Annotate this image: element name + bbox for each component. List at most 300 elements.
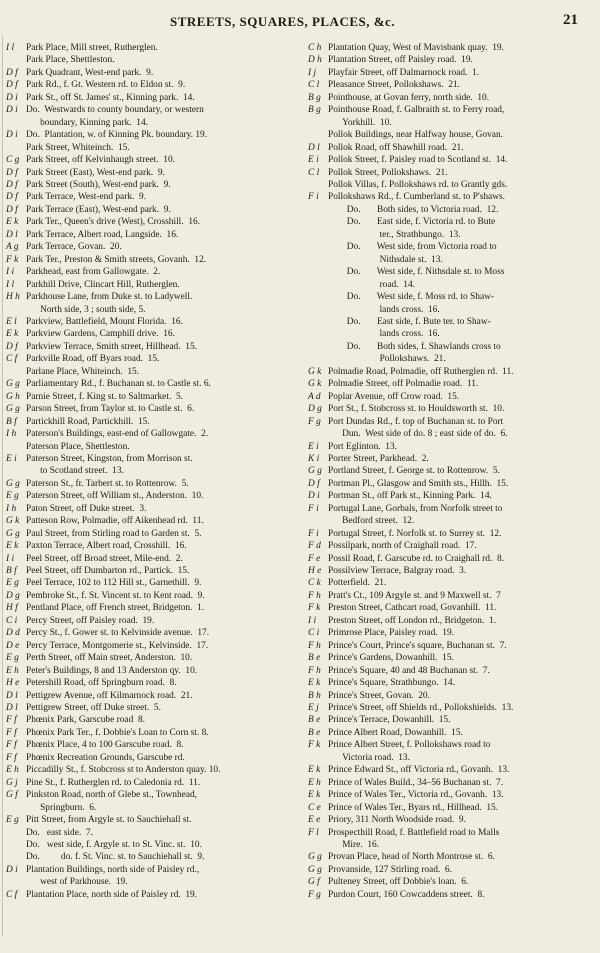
entry-text: Paterson St., fr. Tarbert st. to Rottenrow. 5.: [26, 478, 189, 489]
map-grid-reference: I l: [6, 279, 15, 290]
entry-text: Park Place, Shettleston.: [26, 55, 115, 66]
entry-text: Pulteney Street, off Dobbie's loan. 6.: [328, 877, 469, 888]
entry-text: Plantation Buildings, north side of Paisley rd., west of Parkhouse. 19.: [26, 864, 200, 888]
directory-entry: [6, 627, 296, 639]
directory-entry: [6, 142, 296, 154]
directory-entry: [6, 690, 296, 702]
map-grid-reference: G k: [308, 366, 322, 377]
directory-entry: [308, 291, 594, 316]
entry-text: Do. West side, from Victoria road to Nithsdale st. 13.: [346, 242, 497, 265]
map-grid-reference: D i: [6, 105, 18, 116]
directory-entry: [308, 590, 594, 602]
map-grid-reference: B e: [308, 653, 321, 664]
directory-entry: [6, 416, 296, 428]
directory-entry: [308, 540, 594, 552]
directory-entry: [6, 154, 296, 166]
directory-entry: [6, 204, 296, 216]
entry-text: Do. West side, f. Nithsdale st. to Moss road. 14.: [346, 267, 505, 290]
map-grid-reference: F d: [308, 541, 321, 552]
directory-entry: [308, 54, 594, 66]
map-grid-reference: A d: [308, 391, 321, 402]
directory-entry: [308, 727, 594, 739]
entry-text: Parkview Terrace, Smith street, Hillhead. 15.: [26, 341, 197, 352]
directory-entry: [308, 241, 594, 266]
entry-text: Preston Street, Cathcart road, Govanhill. 11.: [328, 603, 497, 614]
directory-entry: [308, 129, 594, 141]
map-grid-reference: E j: [308, 703, 319, 714]
map-grid-reference: F i: [308, 528, 319, 539]
directory-entry: [6, 789, 296, 814]
directory-entry: [6, 341, 296, 353]
entry-text: Port St., f. Stobcross st. to Houldsworth st. 10.: [328, 404, 505, 415]
map-grid-reference: G g: [308, 852, 322, 863]
entry-text: Park Terrace (East), West-end park. 9.: [26, 204, 171, 215]
directory-entry: [6, 714, 296, 726]
map-grid-reference: D f: [6, 179, 18, 190]
map-grid-reference: F h: [308, 590, 321, 601]
directory-entry: [6, 553, 296, 565]
map-grid-reference: F f: [6, 740, 17, 751]
directory-entry: [308, 577, 594, 589]
directory-entry: [6, 827, 296, 839]
map-grid-reference: B e: [308, 715, 321, 726]
directory-entry: [308, 677, 594, 689]
directory-entry: [6, 254, 296, 266]
map-grid-reference: B h: [308, 690, 321, 701]
entry-text: Pollok Road, off Shawhill road. 21.: [328, 142, 464, 153]
directory-entry: [308, 465, 594, 477]
entry-text: Plantation Quay, West of Mavisbank quay. 19.: [328, 43, 504, 53]
directory-entry: [6, 864, 296, 889]
entry-text: Polmadie Road, Polmadie, off Rutherglen rd. 11.: [328, 366, 514, 377]
map-grid-reference: G f: [308, 877, 320, 888]
page-binding-edge: [2, 36, 3, 936]
map-grid-reference: C e: [308, 802, 321, 813]
map-grid-reference: D f: [6, 204, 18, 215]
entry-text: Prince's Street, off Shields rd., Pollokshields. 13.: [328, 703, 514, 714]
directory-entry: [6, 777, 296, 789]
entry-text: Prince's Street, Govan. 20.: [328, 690, 430, 701]
entry-text: Do. East side, f. Victoria rd. to Bute ter., Strathbungo. 13.: [346, 217, 496, 240]
directory-entry: [6, 602, 296, 614]
directory-entry: [6, 316, 296, 328]
entry-text: Do. Both sides, to Victoria road. 12.: [328, 204, 499, 215]
directory-entry: [308, 528, 594, 540]
map-grid-reference: D f: [6, 167, 18, 178]
map-grid-reference: G k: [308, 379, 322, 390]
directory-entry: [308, 266, 594, 291]
map-grid-reference: H f: [6, 603, 18, 614]
directory-entry: [6, 851, 296, 863]
entry-text: Park Place, Mill street, Rutherglen.: [26, 43, 158, 53]
entry-text: Parkview Gardens, Camphill drive. 16.: [26, 329, 175, 340]
entry-text: Park Street, off Kelvinhaugh street. 10.: [26, 155, 176, 166]
entry-text: Prince's Square, Strathbungo. 14.: [328, 678, 455, 689]
directory-entry: [6, 79, 296, 91]
page-header: [0, 10, 600, 32]
map-grid-reference: D d: [6, 628, 20, 639]
map-grid-reference: E l: [6, 316, 17, 327]
entry-text: Prince's Square, 40 and 48 Buchanan st. 7.: [328, 665, 490, 676]
directory-entry: [308, 104, 594, 129]
map-grid-reference: E k: [6, 541, 19, 552]
map-grid-reference: D e: [6, 640, 20, 651]
entry-text: Phœnix Park Ter., f. Dobbie's Loan to Corn st. 8.: [26, 727, 209, 738]
directory-entry: [6, 652, 296, 664]
map-grid-reference: D f: [6, 341, 18, 352]
entry-text: Percy St., f. Gower st. to Kelvinside avenue. 17.: [26, 628, 210, 639]
directory-entry: [6, 515, 296, 527]
map-grid-reference: C f: [6, 354, 18, 365]
map-grid-reference: F k: [308, 740, 321, 751]
map-grid-reference: I i: [308, 615, 317, 626]
map-grid-reference: H h: [6, 292, 20, 303]
entry-text: Porter Street, Parkhead. 2.: [328, 453, 429, 464]
map-grid-reference: F k: [308, 603, 321, 614]
directory-entry: [308, 416, 594, 441]
entry-text: Provanside, 127 Stirling road. 6.: [328, 864, 452, 875]
directory-entry: [6, 54, 296, 66]
map-grid-reference: K i: [308, 453, 320, 464]
directory-entry: [308, 441, 594, 453]
map-grid-reference: G k: [6, 516, 20, 527]
directory-entry: [308, 714, 594, 726]
map-grid-reference: I i: [6, 267, 15, 278]
entry-text: Potterfield. 21.: [328, 578, 387, 589]
directory-entry: [6, 216, 296, 228]
directory-entry: [6, 540, 296, 552]
entry-text: Parkville Road, off Byars road. 15.: [26, 354, 160, 365]
entry-text: Paterson's Buildings, east-end of Gallowgate. 2.: [26, 429, 209, 440]
map-grid-reference: E h: [308, 777, 321, 788]
map-grid-reference: A g: [6, 242, 19, 253]
map-grid-reference: D i: [6, 130, 18, 141]
entry-text: Portugal Lane, Gorbals, from Norfolk street to Bedford street. 12.: [328, 503, 503, 527]
entry-text: Pollok Street, f. Paisley road to Scotland st. 14.: [328, 155, 508, 166]
entry-text: Pinkston Road, north of Glebe st., Townhead, Springburn. 6.: [26, 790, 198, 813]
directory-entry: [308, 602, 594, 614]
entry-text: Portman St., off Park st., Kinning Park. 14.: [328, 491, 492, 502]
map-grid-reference: G j: [6, 777, 18, 788]
directory-entry: [6, 291, 296, 316]
entry-text: Park Ter., Preston & Smith streets, Govanh. 12.: [26, 254, 207, 265]
entry-text: Prince of Wales Ter., Byars rd., Hillhead. 15.: [328, 802, 499, 813]
map-grid-reference: D g: [308, 404, 322, 415]
entry-text: Polmadie Street, off Polmadie road. 11.: [328, 379, 479, 390]
entry-text: Do. west side, f. Argyle st. to St. Vinc. st. 10.: [26, 840, 202, 850]
directory-entry: [308, 67, 594, 79]
directory-entry: [6, 528, 296, 540]
map-grid-reference: D f: [6, 67, 18, 78]
directory-entry: [6, 453, 296, 478]
entry-text: Paterson Place, Shettleston.: [26, 441, 130, 452]
entry-text: Plantation Street, off Paisley road. 19.: [328, 55, 473, 66]
map-grid-reference: B g: [308, 92, 321, 103]
entry-text: Paxton Terrace, Albert road, Crosshill. 16.: [26, 541, 187, 552]
directory-entry: [308, 814, 594, 826]
entry-text: Pine St., f. Rutherglen rd. to Caledonia rd. 11.: [26, 777, 201, 788]
map-grid-reference: D f: [6, 192, 18, 203]
map-grid-reference: C i: [6, 615, 18, 626]
entry-text: Poplar Avenue, off Crow road. 15.: [328, 391, 460, 402]
entry-text: Prince of Wales Build., 34–56 Buchanan st. 7.: [328, 777, 504, 788]
map-grid-reference: C l: [308, 80, 320, 91]
map-grid-reference: I j: [308, 67, 317, 78]
map-grid-reference: C f: [6, 889, 18, 900]
directory-entry: [6, 814, 296, 826]
map-grid-reference: F e: [308, 553, 321, 564]
map-grid-reference: G g: [308, 466, 322, 477]
entry-text: Parkview, Battlefield, Mount Florida. 16.: [26, 316, 183, 327]
directory-entry: [308, 490, 594, 502]
map-grid-reference: C i: [308, 628, 320, 639]
entry-text: Pointhouse, at Govan ferry, north side. 10.: [328, 92, 490, 103]
directory-entry: [6, 615, 296, 627]
directory-entry: [6, 279, 296, 291]
map-grid-reference: I l: [6, 43, 15, 53]
entry-text: Park Quadrant, West-end park. 9.: [26, 67, 154, 78]
directory-entry: [6, 727, 296, 739]
map-grid-reference: G f: [6, 790, 18, 801]
map-grid-reference: D h: [308, 55, 322, 66]
entry-text: Plantation Place, north side of Paisley rd. 19.: [26, 889, 198, 900]
entry-text: Possilview Terrace, Balgray road. 3.: [328, 566, 467, 577]
map-grid-reference: G g: [6, 379, 20, 390]
map-grid-reference: I h: [6, 503, 17, 514]
entry-text: Park Street (South), West-end park. 9.: [26, 179, 171, 190]
map-grid-reference: G g: [6, 404, 20, 415]
entry-text: Priory, 311 North Woodside road. 9.: [328, 815, 466, 826]
entry-text: Percy Terrace, Montgomerie st., Kelvinside. 17.: [26, 640, 209, 651]
entry-text: Prince Albert Street, f. Pollokshaws road to Victoria road. 13.: [328, 740, 491, 763]
directory-entry: [308, 366, 594, 378]
directory-entry: [6, 266, 296, 278]
map-grid-reference: D l: [6, 229, 18, 240]
entry-text: Portugal Street, f. Norfolk st. to Surrey st. 12.: [328, 528, 502, 539]
directory-entry: [308, 876, 594, 888]
directory-entry: [6, 167, 296, 179]
directory-entry: [308, 690, 594, 702]
directory-entry: [308, 864, 594, 876]
directory-entry: [308, 851, 594, 863]
entry-text: Pitt Street, from Argyle st. to Sauchiehall st.: [26, 815, 192, 826]
entry-text: Paton Street, off Duke street. 3.: [26, 503, 147, 514]
entry-text: Do. East side, f. Bute ter. to Shaw- lands cross. 16.: [346, 316, 491, 340]
map-grid-reference: C g: [6, 155, 20, 166]
directory-entry: [308, 802, 594, 814]
directory-entry: [308, 167, 594, 179]
map-grid-reference: B g: [308, 105, 321, 116]
directory-entry: [308, 478, 594, 490]
map-grid-reference: E k: [308, 765, 321, 776]
map-grid-reference: E g: [6, 815, 19, 826]
directory-entry: [308, 191, 594, 203]
directory-entry: [6, 42, 296, 54]
directory-entry: [6, 366, 296, 378]
directory-entry: [308, 553, 594, 565]
entry-text: Paterson Street, off William st., Anderston. 10.: [26, 491, 204, 502]
map-grid-reference: F k: [6, 254, 19, 265]
entry-text: Park Terrace, West-end park. 9.: [26, 192, 147, 203]
map-grid-reference: C k: [308, 578, 321, 589]
entry-text: Patteson Row, Polmadie, off Aikenhead rd. 11.: [26, 516, 204, 527]
map-grid-reference: E h: [6, 765, 19, 776]
entry-text: Parkhouse Lane, from Duke st. to Ladywell. North side, 3 ; south side, 5.: [26, 292, 193, 315]
entry-text: Park Street, Whiteinch. 15.: [26, 142, 130, 153]
map-grid-reference: D g: [6, 590, 20, 601]
map-grid-reference: G g: [308, 864, 322, 875]
map-grid-reference: F f: [6, 727, 17, 738]
directory-entry: [6, 503, 296, 515]
entry-text: Prince of Wales Ter., Victoria rd., Govanh. 13.: [328, 790, 504, 801]
map-grid-reference: E g: [6, 578, 19, 589]
map-grid-reference: C h: [308, 43, 322, 53]
directory-entry: [6, 665, 296, 677]
map-grid-reference: E e: [308, 815, 321, 826]
map-grid-reference: D i: [308, 491, 320, 502]
entry-text: Prince Albert Road, Dowanhill. 15.: [328, 727, 463, 738]
entry-text: Do. east side. 7.: [26, 827, 93, 838]
entry-text: Peel Street, off Broad street, Mile-end. 2.: [26, 553, 183, 564]
entry-text: Parnie Street, f. King st. to Saltmarket. 5.: [26, 391, 184, 402]
directory-entry: [6, 353, 296, 365]
right-column: [308, 42, 594, 901]
directory-entry: [6, 677, 296, 689]
directory-entry: [308, 378, 594, 390]
map-grid-reference: E i: [308, 441, 319, 452]
entry-text: Park Terrace, Albert road, Langside. 16.: [26, 229, 179, 240]
directory-entry: [6, 229, 296, 241]
map-grid-reference: E g: [6, 491, 19, 502]
entry-text: Park St., off St. James' st., Kinning park. 14.: [26, 92, 195, 103]
directory-entry: [308, 79, 594, 91]
directory-entry: [308, 652, 594, 664]
left-column: [6, 42, 296, 901]
entry-text: Pollok Street, Pollokshaws. 21.: [328, 167, 448, 178]
entry-text: Peel Terrace, 102 to 112 Hill st., Garnethill. 9.: [26, 578, 202, 589]
entry-text: Pollok Villas, f. Pollokshaws rd. to Grantly gds.: [328, 179, 508, 190]
entry-text: Parkhill Drive, Clincart Hill, Rutherglen.: [26, 279, 180, 290]
entry-text: Partickhill Road, Partickhill. 15.: [26, 416, 150, 427]
entry-text: Paul Street, from Stirling road to Garden st. 5.: [26, 528, 202, 539]
map-grid-reference: E k: [308, 678, 321, 689]
entry-text: Preston Street, off London rd., Bridgeton. 1.: [328, 615, 497, 626]
directory-entry: [308, 341, 594, 366]
entry-text: Primrose Place, Paisley road. 19.: [328, 628, 455, 639]
directory-entry: [6, 428, 296, 440]
entry-text: Do. Westwards to county boundary, or western boundary, Kinning park. 14.: [26, 105, 204, 128]
directory-entry: [6, 391, 296, 403]
entry-text: Do. Plantation, w. of Kinning Pk. boundary. 19.: [26, 130, 208, 141]
entry-text: Prince's Terrace, Dowanhill. 15.: [328, 715, 451, 726]
map-grid-reference: E k: [6, 217, 19, 228]
entry-text: Pembroke St., f. St. Vincent st. to Kent road. 9.: [26, 590, 205, 601]
directory-entry: [308, 92, 594, 104]
directory-entry: [6, 889, 296, 901]
entry-text: Pollok Buildings, near Halfway house, Govan.: [328, 130, 503, 141]
entry-text: Perth Street, off Main street, Anderston. 10.: [26, 653, 193, 664]
directory-entry: [308, 889, 594, 901]
directory-entry: [308, 204, 594, 216]
directory-entry: [308, 764, 594, 776]
entry-text: Pleasance Street, Pollokshaws. 21.: [328, 80, 461, 91]
entry-text: Phœnix Recreation Grounds, Garscube rd.: [26, 752, 185, 763]
map-grid-reference: F i: [308, 192, 319, 203]
entry-text: Portman Pl., Glasgow and Smith sts., Hillh. 15.: [328, 478, 509, 489]
entry-text: Parliamentary Rd., f. Buchanan st. to Castle st. 6.: [26, 379, 211, 390]
map-grid-reference: E h: [6, 665, 19, 676]
directory-entry: [6, 403, 296, 415]
entry-text: Do. do. f. St. Vinc. st. to Sauchiehall st. 9.: [26, 852, 205, 863]
entry-text: Pointhouse Road, f. Galbraith st. to Ferry road, Yorkhill. 10.: [328, 105, 505, 128]
entry-text: Pettigrew Avenue, off Kilmarnock road. 21.: [26, 690, 193, 701]
map-grid-reference: B f: [6, 566, 17, 577]
map-grid-reference: F f: [6, 752, 17, 763]
entry-text: Park Rd., f. Gt. Western rd. to Eldon st. 9.: [26, 80, 186, 91]
entry-text: Playfair Street, off Dalmarnock road. 1.: [328, 67, 480, 78]
entry-text: Purdon Court, 160 Cowcaddens street. 8.: [328, 889, 485, 900]
directory-entry: [6, 478, 296, 490]
map-grid-reference: G g: [6, 528, 20, 539]
entry-text: Pratt's Ct., 109 Argyle st. and 9 Maxwell st. 7: [328, 590, 501, 601]
entry-text: Prince Edward St., off Victoria rd., Govanh. 13.: [328, 765, 510, 776]
directory-entry: [6, 640, 296, 652]
map-grid-reference: F g: [308, 889, 321, 900]
directory-entry: [308, 827, 594, 852]
page-number: 21: [563, 12, 578, 28]
directory-entry: [308, 665, 594, 677]
directory-entry: [308, 216, 594, 241]
entry-text: Prince's Gardens, Dowanhill. 15.: [328, 653, 454, 664]
entry-text: Pollokshaws Rd., f. Cumberland st. to P'shaws.: [328, 192, 505, 203]
directory-entry: [6, 739, 296, 751]
directory-entry: [308, 179, 594, 191]
map-grid-reference: E k: [308, 790, 321, 801]
entry-text: Parkhead, east from Gallowgate. 2.: [26, 267, 161, 278]
map-grid-reference: D f: [308, 478, 320, 489]
directory-entry: [308, 627, 594, 639]
entry-text: Piccadilly St., f. Stobcross st to Anderston quay. 10.: [26, 765, 221, 776]
directory-entry: [6, 577, 296, 589]
entry-text: Petershill Road, off Springburn road. 8.: [26, 678, 177, 689]
entry-text: Parlane Place, Whiteinch. 15.: [26, 366, 140, 377]
directory-entry: [6, 702, 296, 714]
running-title: STREETS, SQUARES, PLACES, &c.: [170, 14, 396, 29]
directory-entry: [308, 154, 594, 166]
directory-entry: [6, 441, 296, 453]
directory-entry: [308, 316, 594, 341]
directory-entry: [6, 92, 296, 104]
map-grid-reference: E i: [6, 453, 17, 464]
directory-entry: [308, 453, 594, 465]
directory-entry: [308, 615, 594, 627]
map-grid-reference: E k: [6, 329, 19, 340]
map-grid-reference: D i: [6, 92, 18, 103]
entry-text: Provan Place, head of North Montrose st. 6.: [328, 852, 495, 863]
entry-text: Portland Street, f. George st. to Rottenrow. 5.: [328, 466, 500, 477]
directory-entry: [6, 565, 296, 577]
map-grid-reference: H e: [308, 566, 322, 577]
directory-entry: [6, 378, 296, 390]
map-grid-reference: F l: [308, 827, 319, 838]
map-grid-reference: D l: [6, 703, 18, 714]
map-grid-reference: B e: [308, 727, 321, 738]
map-grid-reference: G h: [6, 391, 20, 402]
directory-entry: [6, 764, 296, 776]
map-grid-reference: D l: [6, 690, 18, 701]
map-grid-reference: G g: [6, 478, 20, 489]
directory-entry: [6, 129, 296, 141]
